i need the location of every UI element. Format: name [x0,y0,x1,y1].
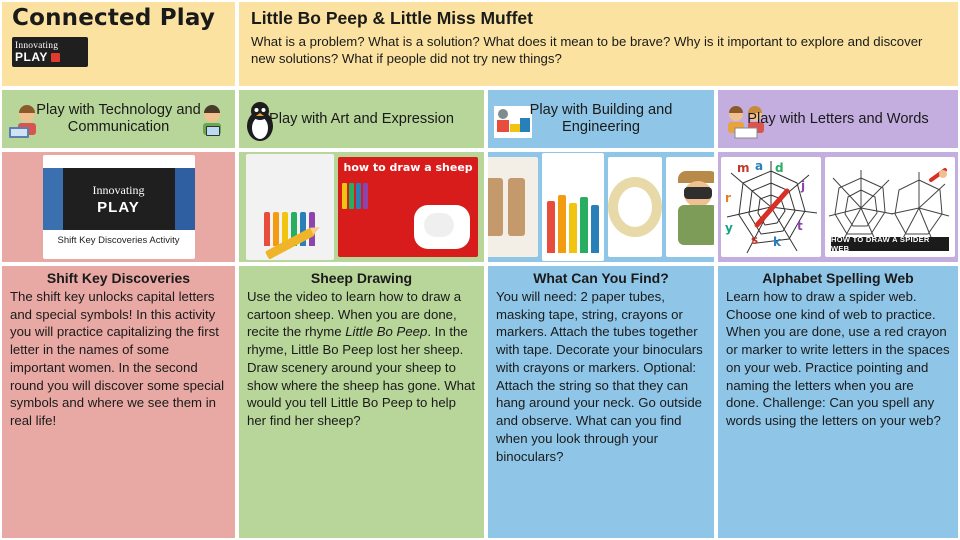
logo-red-square-icon [51,53,60,62]
activity-text-words: Learn how to draw a spider web. Choose one kind of web to practice. When you are done, use a red crayon or marker to write letters in the spaces on your web. Practice pointing and naming the letters when you are done. Challenge: Can you spell any words using the letters on your web? [726,288,950,429]
slide-wordmark [93,181,145,217]
activity-title-art: Sheep Drawing [310,270,413,286]
activity-text-art: Use the video to learn how to draw a cartoon sheep. When you are done, recite the rhyme Little Bo Peep. In the rhyme, Little Bo Peep lost her sheep. Draw scenery around your sheep to show where the sheep has gone. What would you tell Little Bo Peep to help her find her sheep? [247,288,475,429]
web-letter: t [797,219,803,233]
activity-words [716,264,960,540]
activity-art [237,264,486,540]
activity-technology [0,264,237,540]
activity-building [486,264,716,540]
media-technology [0,150,237,264]
category-label-art: Play with Art and Expression [269,110,454,127]
activity-title-technology: Shift Key Discoveries [46,270,191,286]
web-letter: d [775,161,784,175]
column-technology [0,88,237,540]
category-label-building: Play with Building and Engineering [529,102,673,135]
how-to-draw-a-spider-web-video-thumbnail[interactable] [825,157,955,257]
masking-tape-thumbnail[interactable] [608,157,662,257]
logo-line1: Innovating [15,41,59,52]
category-label-technology: Play with Technology and Communication [36,102,201,135]
page-title: Connected Play [12,5,216,31]
web-letter: r [725,191,731,205]
column-art [237,88,486,540]
activity-title-words: Alphabet Spelling Web [762,270,914,286]
kid-with-binoculars-thumbnail[interactable] [666,157,716,257]
binoculars-icon [684,187,712,199]
video-caption-spider-web: HOW TO DRAW A SPIDER WEB [831,237,949,251]
lesson-questions: What is a problem? What is a solution? What does it mean to be brave? Why is it important to explore and discover new solutions? What if people did not try new things? [251,33,923,67]
slide-wordmark-line2: PLAY [97,199,140,216]
media-art [237,150,486,264]
logo-line2-text: PLAY [15,50,48,65]
innovating-play-logo [12,37,88,67]
alphabet-spider-web-thumbnail[interactable] [721,157,821,257]
tape-roll-icon [608,177,662,237]
category-header-art [237,88,486,150]
web-letter: a [755,159,764,173]
column-words [716,88,960,540]
paper-tube-icon [486,178,503,236]
category-header-technology [0,88,237,150]
how-to-draw-a-sheep-video-thumbnail[interactable] [338,157,478,257]
web-letter: s [751,233,759,247]
lesson-title: Little Bo Peep & Little Miss Muffet [251,8,533,28]
banner-right-accent [175,168,195,230]
spider-web-drawing-icon [721,157,821,257]
sheep-drawing-icon [414,205,470,249]
explorer-body-icon [678,205,716,245]
header [0,0,960,88]
markers-icon [342,183,368,209]
activity-text-technology: The shift key unlocks capital letters and special symbols! In this activity you will practice capitalizing the first letter in the names of some important women. In the second round you will discover some special symbols and where we see them in real life! [10,288,225,429]
slide-caption: Shift Key Discoveries Activity [57,235,180,246]
paper-tube-icon [508,178,525,236]
crayons-supplies-thumbnail[interactable] [542,153,604,261]
web-letter: y [725,221,733,235]
lesson-header [237,0,960,88]
slide-wordmark-line1: Innovating [92,183,145,197]
banner-left-accent [43,168,63,230]
web-letter: m [737,161,750,175]
category-header-words [716,88,960,150]
paper-tubes-thumbnail[interactable] [486,157,538,257]
media-words [716,150,960,264]
innovating-play-slide-thumbnail[interactable] [43,155,195,259]
column-building [486,88,716,540]
logo-line2 [15,51,88,63]
category-header-building [486,88,716,150]
pencil-and-crayons-thumbnail[interactable] [246,154,334,260]
web-letter: j [801,179,806,193]
brand-panel [0,0,237,88]
activity-title-building: What Can You Find? [533,270,669,286]
slide-banner [43,168,195,230]
activity-grid [0,88,960,540]
video-title-sheep: how to draw a sheep [343,161,473,174]
category-label-words: Play with Letters and Words [747,110,929,127]
web-letter: k [773,235,781,249]
activity-text-building: You will need: 2 paper tubes, masking tape, string, crayons or markers. Attach the tubes together with tape. Decorate your binoculars with crayons or markers. Optional: Attach the string so that they can hang around your neck. Go outside and observe. What can you find when you look through your binoculars? [496,288,703,464]
media-building [486,150,716,264]
